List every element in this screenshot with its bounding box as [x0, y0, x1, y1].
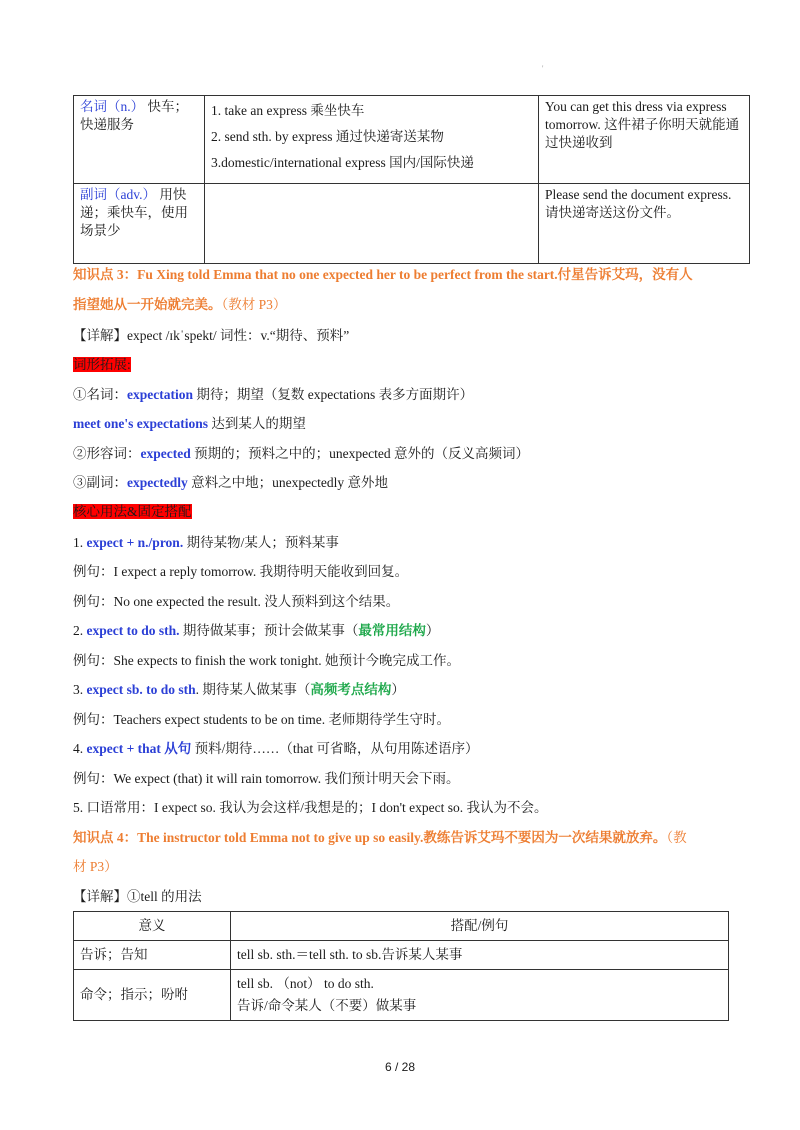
kp3-source: （教材 P3） — [221, 297, 287, 312]
section-label: 词形拓展 — [73, 357, 127, 372]
meaning-cell: 告诉；告知 — [74, 941, 231, 970]
kp4-source-cont: 材 P3） — [73, 859, 118, 874]
usage-meaning: . 期待某人做某事（ — [195, 682, 311, 697]
usage-phrase: expect + that 从句 — [86, 741, 192, 756]
column-header: 搭配/例句 — [231, 912, 729, 941]
pos-cell — [74, 184, 205, 264]
margin-mark: ' — [542, 64, 544, 73]
kp4-source: （教 — [666, 830, 687, 845]
kp4-detail: 【详解】①tell 的用法 — [73, 889, 202, 904]
phrase-item: 2. send sth. by express 通过快递寄送某物 — [211, 129, 444, 144]
table-row — [74, 96, 750, 184]
section-heading-forms — [73, 355, 131, 375]
usage-cell — [231, 970, 729, 1021]
form-meaning: 达到某人的期望 — [207, 416, 306, 431]
section-label: 核心用法 — [73, 504, 127, 519]
example-cell: You can get this dress via express tomorrow. 这件裙子你明天就能通过快递收到 — [539, 96, 750, 184]
example-sentence: 例句：We expect (that) it will rain tomorrow. 我们预计明天会下雨。 — [73, 771, 460, 786]
usage-item: 5. 口语常用：I expect so. 我认为会这样/我想是的；I don't expect so. 我认为不会。 — [73, 800, 548, 815]
usage-num: 2. — [73, 623, 87, 638]
page-number: 6 / 28 — [384, 1060, 416, 1074]
usage-tag: 最常用结构 — [358, 623, 426, 638]
usage-num: 1. — [73, 535, 87, 550]
usage-close: ） — [391, 682, 405, 697]
usage-num: 4. — [73, 741, 87, 756]
form-word: meet one's expectations — [73, 416, 208, 431]
form-item — [73, 414, 306, 434]
phrases-cell — [205, 184, 539, 264]
form-word: expectedly — [127, 475, 188, 490]
form-meaning: 预期的；预料之中的；unexpected 意外的（反义高频词） — [190, 446, 529, 461]
usage-meaning: 期待做某事；预计会做某事（ — [179, 623, 359, 638]
form-word: expected — [140, 446, 191, 461]
usage-close: ） — [425, 623, 440, 638]
example-sentence: 例句：No one expected the result. 没人预料到这个结果。 — [73, 594, 400, 609]
pos-label: 名词（n.） — [80, 99, 145, 114]
form-prefix: ③副词： — [73, 475, 127, 490]
meaning-cell: 命令；指示；吩咐 — [74, 970, 231, 1021]
example-sentence: 例句：She expects to finish the work tonight. 她预计今晚完成工作。 — [73, 653, 460, 668]
section-label: 固定搭配 — [137, 504, 192, 519]
usage-item — [73, 739, 479, 759]
pos-cell — [74, 96, 205, 184]
kp3-title-tail: 指望她从一开始就完美。 — [73, 297, 222, 312]
usage-meaning: 预料/期待……（that 可省略，从句用陈述语序） — [191, 741, 479, 756]
section-heading-usage — [73, 502, 192, 522]
usage-line: 告诉/命令某人（不要）做某事 — [237, 998, 417, 1013]
table-row — [74, 970, 729, 1021]
phrase-item: 1. take an express 乘坐快车 — [211, 103, 365, 118]
form-meaning: 意料之中地；unexpectedly 意外地 — [187, 475, 388, 490]
form-prefix: ①名词： — [73, 387, 127, 402]
form-item — [73, 444, 529, 464]
pos-meaning: 快车；快递服务 — [80, 99, 188, 132]
tell-usage-table — [73, 911, 729, 1021]
usage-cell: tell sb. sth.＝tell sth. to sb.告诉某人某事 — [231, 941, 729, 970]
usage-item — [73, 533, 339, 553]
pos-meaning: 用快递；乘快车，使用场景少 — [80, 187, 188, 238]
phrases-cell — [205, 96, 539, 184]
kp3-title-cont — [73, 295, 286, 315]
example-sentence: 例句：I expect a reply tomorrow. 我期待明天能收到回复。 — [73, 564, 409, 579]
kp4-title — [73, 828, 687, 848]
usage-phrase: expect sb. to do sth — [86, 682, 196, 697]
usage-num: 3. — [73, 682, 87, 697]
express-usage-table — [73, 95, 750, 264]
usage-item — [73, 680, 405, 700]
form-prefix: ②形容词： — [73, 446, 141, 461]
form-word: expectation — [127, 387, 193, 402]
usage-phrase: expect to do sth. — [86, 623, 180, 638]
usage-line: tell sb. （not） to do sth. — [237, 976, 374, 991]
usage-tag: 高频考点结构 — [310, 682, 392, 697]
section-colon: : — [127, 357, 131, 372]
example-cell: Please send the document express. 请快递寄送这份文件。 — [539, 184, 750, 264]
table-row — [74, 941, 729, 970]
form-meaning: 期待；期望（复数 expectations 表多方面期许） — [192, 387, 474, 402]
usage-meaning: 期待某物/某人；预料某事 — [183, 535, 339, 550]
table-row — [74, 184, 750, 264]
form-item — [73, 385, 473, 405]
section-amp: & — [127, 504, 138, 519]
table-header-row — [74, 912, 729, 941]
kp3-title: 知识点 3：Fu Xing told Emma that no one expected her to be perfect from the start.付星告诉艾玛，没有人 — [73, 267, 693, 282]
usage-item — [73, 621, 439, 641]
kp3-detail: 【详解】expect /ɪkˈspekt/ 词性：v.“期待、预料” — [73, 328, 350, 343]
form-item — [73, 473, 388, 493]
column-header: 意义 — [74, 912, 231, 941]
phrase-item: 3.domestic/international express 国内/国际快递 — [211, 155, 474, 170]
usage-phrase: expect + n./pron. — [86, 535, 184, 550]
pos-label: 副词（adv.） — [80, 187, 156, 202]
example-sentence: 例句：Teachers expect students to be on time. 老师期待学生守时。 — [73, 712, 450, 727]
kp4-title-text: 知识点 4：The instructor told Emma not to give up so easily.教练告诉艾玛不要因为一次结果就放弃。 — [73, 830, 667, 845]
